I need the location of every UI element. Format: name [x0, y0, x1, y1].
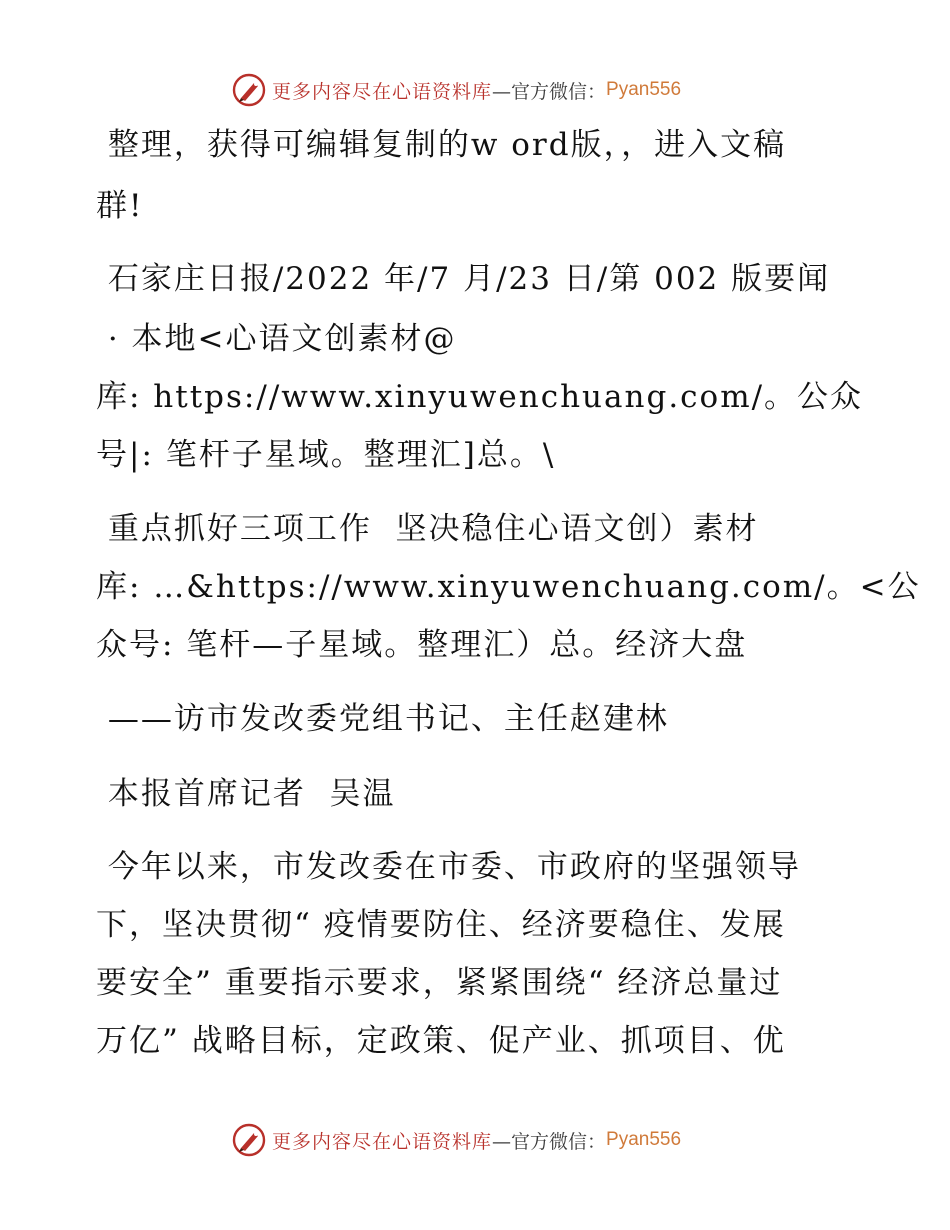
watermark-text: 更多内容尽在心语资料库 — [272, 1130, 493, 1153]
watermark-text: 更多内容尽在心语资料库 — [272, 80, 493, 103]
watermark-banner-bottom — [232, 1120, 732, 1160]
watermark-banner-top — [232, 70, 732, 110]
body-line: 石家庄日报/2022 年/7 月/23 日/第 002 版要闻 — [96, 261, 831, 297]
watermark-separator: —官方微信： — [492, 80, 607, 103]
body-line: ——访市发改委党组书记、主任赵建林 — [96, 701, 669, 737]
body-line: 要安全” 重要指示要求，紧紧围绕“ 经济总量过 — [96, 965, 783, 1001]
body-line: 下，坚决贯彻“ 疫情要防住、经济要稳住、发展 — [96, 907, 786, 943]
body-line: 群! — [96, 188, 144, 224]
body-line: 重点抓好三项工作 坚决稳住心语文创）素材 — [96, 511, 759, 547]
body-line: 整理，获得可编辑复制的w ord版，，进入文稿 — [96, 127, 787, 163]
body-line: 众号: 笔杆—子星域。整理汇）总。经济大盘 — [96, 627, 748, 663]
body-line: 库: …&https://www.xinyuwenchuang.com/。<公 — [96, 569, 921, 605]
watermark-id: Pyan556 — [606, 79, 682, 100]
watermark-id: Pyan556 — [606, 1129, 682, 1150]
watermark-separator: —官方微信： — [492, 1130, 607, 1153]
pen-logo-icon — [232, 1123, 266, 1157]
body-line: · 本地<心语文创素材@ — [96, 321, 457, 357]
body-line: 号|: 笔杆子星域。整理汇]总。\ — [96, 437, 556, 473]
body-line: 万亿” 战略目标，定政策、促产业、抓项目、优 — [96, 1023, 786, 1059]
pen-logo-icon — [232, 73, 266, 107]
body-line: 库: https://www.xinyuwenchuang.com/。公众 — [96, 379, 864, 415]
body-line: 本报首席记者 吴温 — [96, 776, 396, 812]
body-line: 今年以来，市发改委在市委、市政府的坚强领导 — [96, 849, 801, 885]
